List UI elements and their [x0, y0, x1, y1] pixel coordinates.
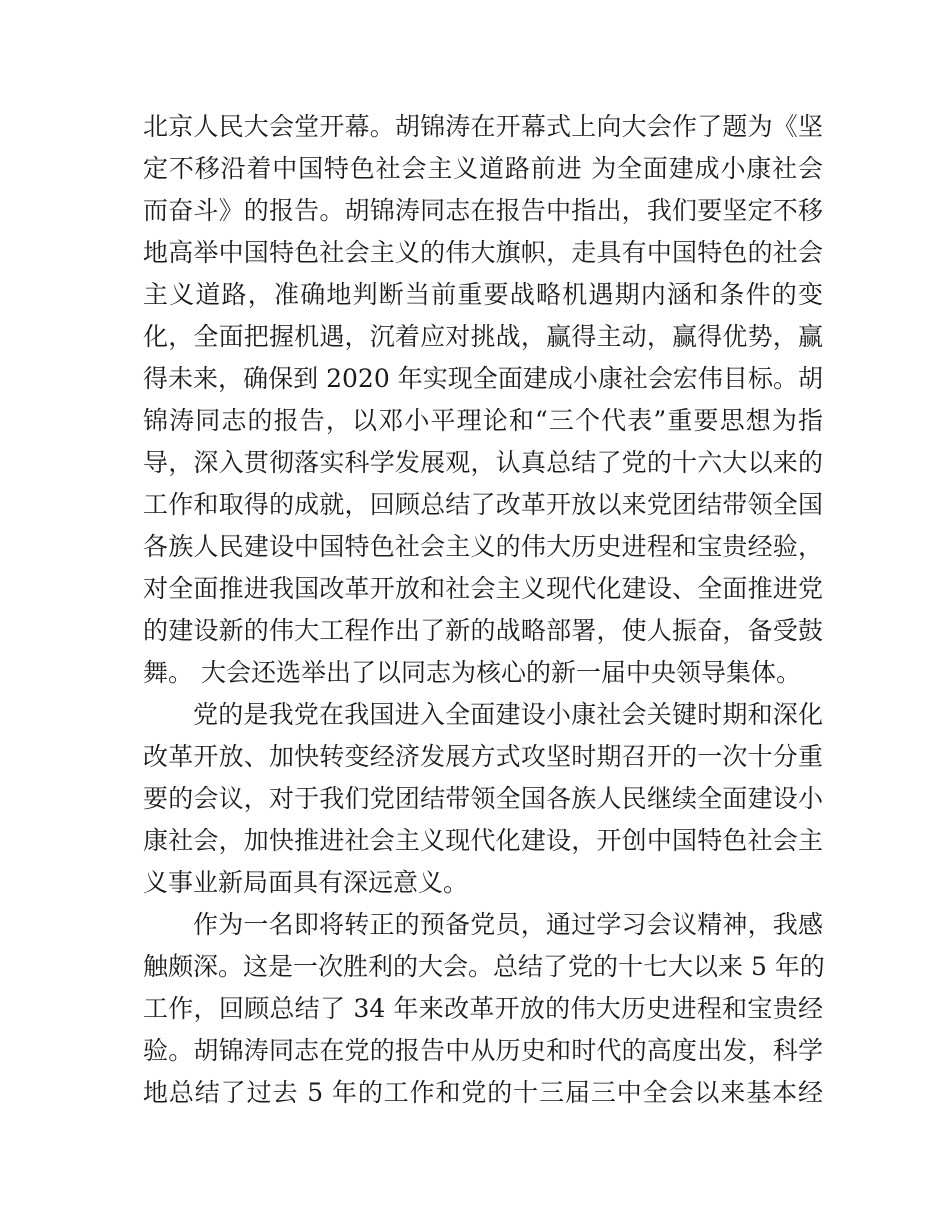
text-line: 改革开放、加快转变经济发展方式攻坚时期召开的一次十分重: [143, 742, 823, 771]
text-line: 工作和取得的成就，回顾总结了改革开放以来党团结带领全国: [143, 490, 823, 519]
text-line: 导，深入贯彻落实科学发展观，认真总结了党的十六大以来的: [143, 448, 823, 477]
text-line: 的建设新的伟大工程作出了新的战略部署，使人振奋，备受鼓: [143, 616, 823, 645]
text-line: 验。胡锦涛同志在党的报告中从历史和时代的高度出发，科学: [143, 1036, 823, 1065]
text-line: 各族人民建设中国特色社会主义的伟大历史进程和宝贵经验，: [143, 532, 823, 561]
text-line: 对全面推进我国改革开放和社会主义现代化建设、全面推进党: [143, 574, 823, 603]
text-line: 北京人民大会堂开幕。胡锦涛在开幕式上向大会作了题为《坚: [143, 112, 823, 141]
text-line: 义事业新局面具有深远意义。: [143, 868, 469, 897]
paragraph-1: [143, 106, 823, 694]
text-line: 要的会议，对于我们党团结带领全国各族人民继续全面建设小: [143, 784, 823, 813]
text-line: 化，全面把握机遇，沉着应对挑战，赢得主动，赢得优势，赢: [143, 322, 823, 351]
text-line: 锦涛同志的报告，以邓小平理论和“三个代表”重要思想为指: [143, 406, 823, 435]
text-line: 作为一名即将转正的预备党员，通过学习会议精神，我感: [193, 910, 823, 939]
text-line: 而奋斗》的报告。胡锦涛同志在报告中指出，我们要坚定不移: [143, 196, 823, 225]
paragraph-2: [143, 694, 823, 904]
text-line: 工作，回顾总结了 34 年来改革开放的伟大历史进程和宝贵经: [143, 994, 823, 1023]
text-line: 舞。 大会还选举出了以同志为核心的新一届中央领导集体。: [143, 658, 801, 687]
text-line: 得未来，确保到 2020 年实现全面建成小康社会宏伟目标。胡: [143, 364, 823, 393]
text-line: 党的是我党在我国进入全面建设小康社会关键时期和深化: [193, 700, 823, 729]
text-line: 定不移沿着中国特色社会主义道路前进 为全面建成小康社会: [143, 154, 823, 183]
text-line: 主义道路，准确地判断当前重要战略机遇期内涵和条件的变: [143, 280, 823, 309]
text-line: 触颇深。这是一次胜利的大会。总结了党的十七大以来 5 年的: [143, 952, 825, 981]
text-line: 地总结了过去 5 年的工作和党的十三届三中全会以来基本经: [143, 1078, 823, 1107]
text-line: 地高举中国特色社会主义的伟大旗帜，走具有中国特色的社会: [143, 238, 823, 267]
document-body: [143, 106, 823, 1114]
paragraph-3: [143, 904, 823, 1114]
text-line: 康社会，加快推进社会主义现代化建设，开创中国特色社会主: [143, 826, 823, 855]
